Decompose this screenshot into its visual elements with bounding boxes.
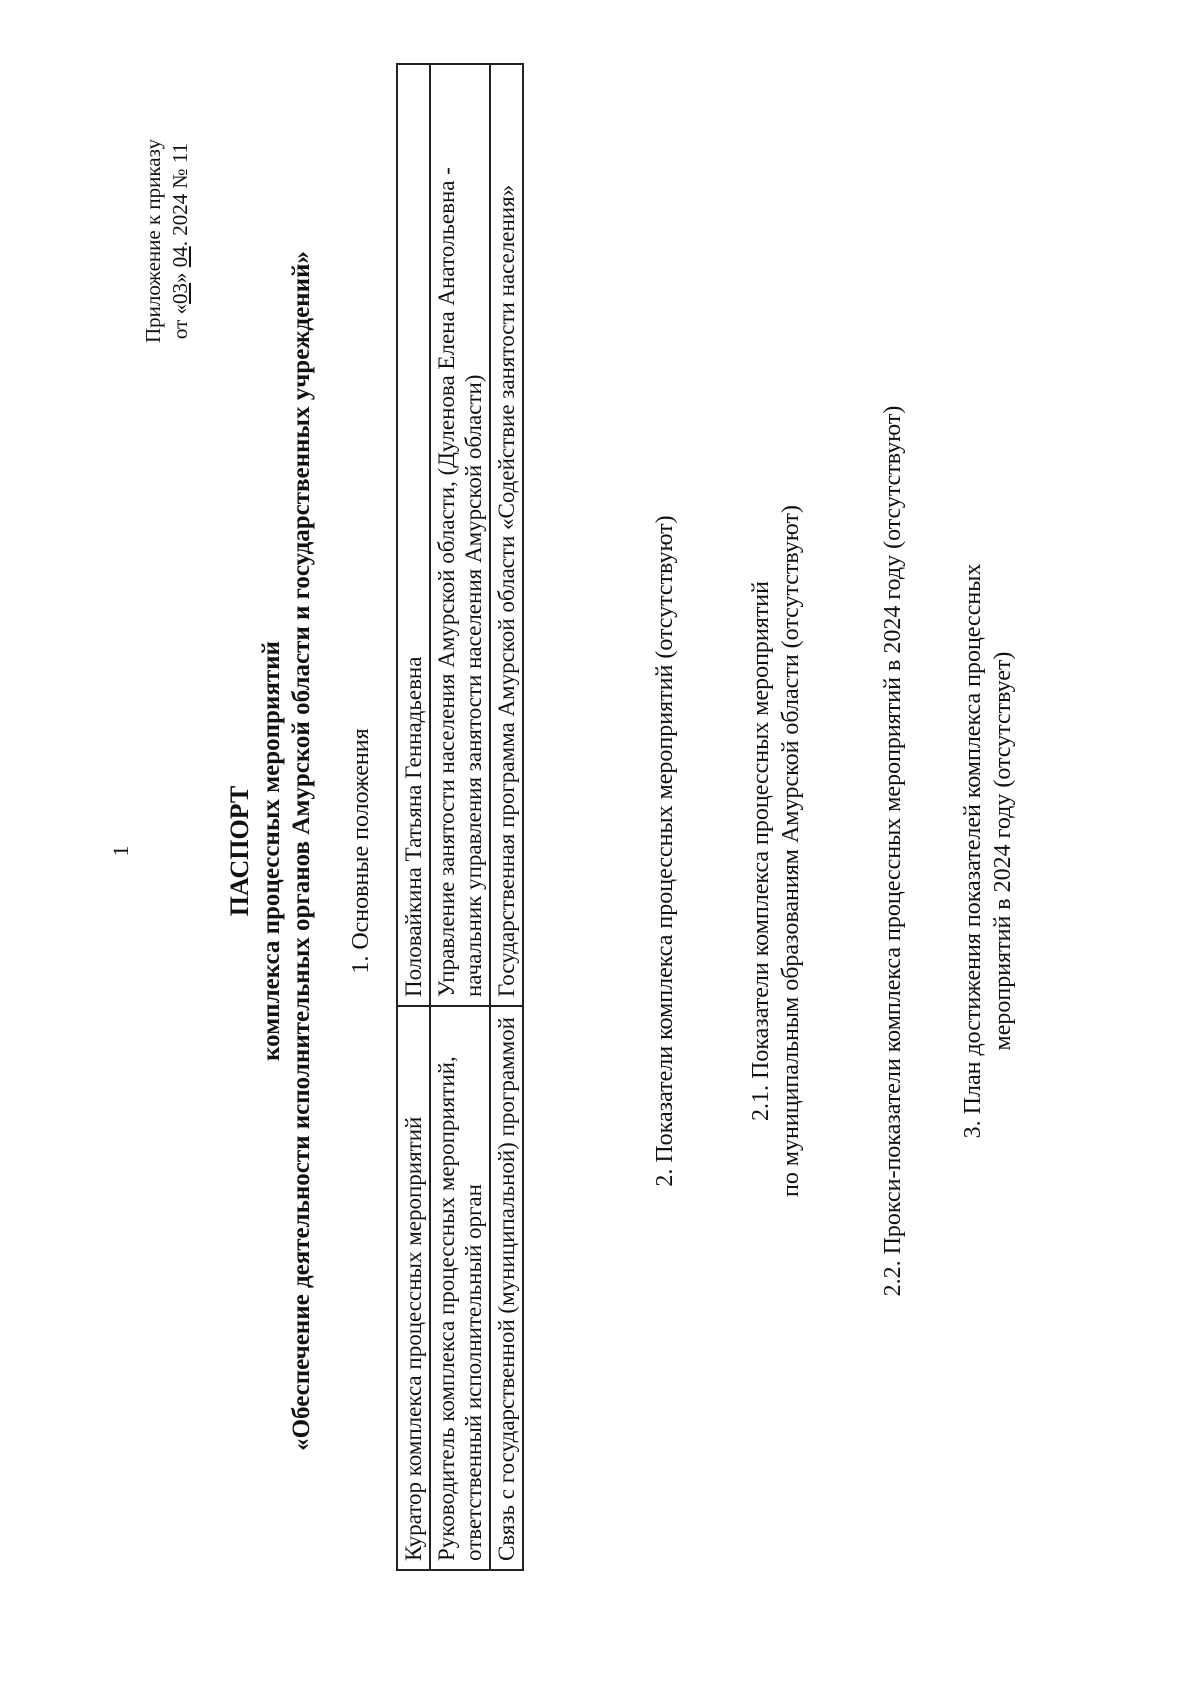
table-cell-label: Связь с государственной (муниципальной) программой (490, 1006, 523, 1570)
table-row (397, 64, 430, 1570)
section-2-title: 2. Показатели комплекса процессных мероприятий (отсутствуют) (652, 515, 678, 1187)
appendix-line-2 (167, 61, 194, 421)
appendix-note (140, 61, 194, 421)
complex-name: «Обеспечение деятельности исполнительных органов Амурской области и государственных учреждений» (288, 251, 315, 1451)
order-month: 04 (168, 246, 192, 268)
table-cell-label: Руководитель комплекса процессных мероприятий, ответственный исполнительный орган (430, 1006, 490, 1570)
table-cell-value: Государственная программа Амурской области «Содействие занятости населения» (490, 64, 523, 1006)
table-row (490, 64, 523, 1570)
appendix-line-1: Приложение к приказу (141, 139, 165, 343)
table-row (430, 64, 490, 1570)
section-2-1-title-line-1: 2.1. Показатели комплекса процессных мероприятий (748, 581, 774, 1122)
section-3-title-line-2: мероприятий в 2024 году (отсутствует) (990, 651, 1016, 1051)
table-cell-value: Половайкина Татьяна Геннадьевна (397, 64, 430, 1006)
main-provisions-table (396, 63, 524, 1571)
appendix-prefix: от « (168, 303, 192, 340)
appendix-suffix: . 2024 № 11 (168, 142, 192, 247)
document-subtitle: комплекса процессных мероприятий (258, 641, 285, 1061)
page-number: 1 (108, 845, 133, 857)
table-cell-label: Куратор комплекса процессных мероприятий (397, 1006, 430, 1570)
document-title: ПАСПОРТ (225, 785, 254, 917)
order-day: 03 (168, 282, 192, 304)
appendix-mid: » (168, 267, 192, 283)
section-3-title-line-1: 3. План достижения показателей комплекса процессных (960, 563, 986, 1139)
section-2-1-title-line-2: по муниципальным образованиям Амурской области (отсутствуют) (778, 505, 804, 1197)
section-1-title: 1. Основные положения (348, 728, 374, 974)
section-2-2-title: 2.2. Прокси-показатели комплекса процессных мероприятий в 2024 году (отсутствуют) (880, 405, 906, 1297)
table-cell-value: Управление занятости населения Амурской области, (Дуленова Елена Анатольевна - начальник управления занятости населения Амурской области) (430, 64, 490, 1006)
